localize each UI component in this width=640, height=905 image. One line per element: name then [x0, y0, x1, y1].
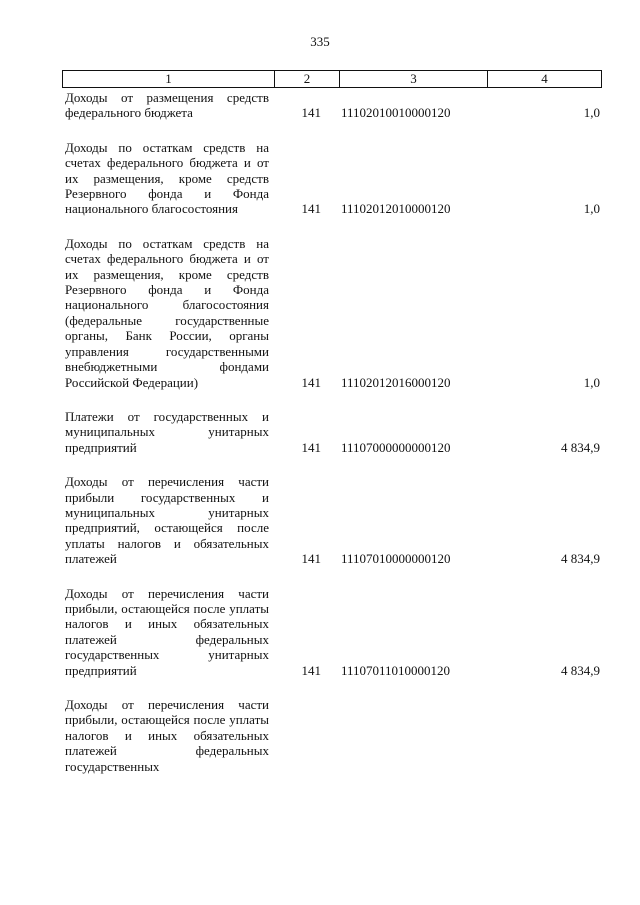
- row-amount: 4 834,9: [561, 551, 600, 567]
- row-description: Доходы по остаткам средств на счетах федерального бюджета и от их размещения, кроме средств Резервного фонда и Фонда национального благосостояния: [65, 139, 269, 217]
- column-header-2: 2: [275, 71, 340, 87]
- row-classification-code: 11107011010000120: [341, 662, 451, 678]
- row-description: Доходы от перечисления части прибыли, остающейся после уплаты налогов и иных обязательных платежей федеральных государственных унитарных предприятий: [65, 585, 269, 678]
- column-header-1: 1: [63, 71, 275, 87]
- row-admin-code: 141: [301, 551, 321, 567]
- row-description: Доходы по остаткам средств на счетах федерального бюджета и от их размещения, кроме средств Резервного фонда и Фонда национального благосостояния (федеральные государственные органы, Банк России, органы управления государственными внебюджетными фондами Российской Федерации): [65, 235, 269, 390]
- row-classification-code: 11107000000000120: [341, 439, 451, 455]
- row-classification-code: 11102012016000120: [341, 374, 451, 390]
- row-amount: 4 834,9: [561, 662, 600, 678]
- budget-table-body: [62, 90, 602, 793]
- column-header-4: 4: [541, 71, 548, 86]
- row-amount: 4 834,9: [561, 439, 600, 455]
- row-classification-code: 11102012010000120: [341, 201, 451, 217]
- row-amount: 1,0: [583, 374, 600, 390]
- row-description: Доходы от перечисления части прибыли, остающейся после уплаты налогов и иных обязательных платежей федеральных государственных: [65, 697, 269, 774]
- row-admin-code: 141: [301, 105, 321, 121]
- table-column-header: [62, 70, 602, 88]
- row-description: Доходы от размещения средств федерального бюджета: [65, 90, 269, 121]
- table-row: [62, 586, 602, 678]
- row-admin-code: 141: [301, 374, 321, 390]
- row-classification-code: 11102010010000120: [341, 105, 451, 121]
- row-amount: 1,0: [583, 105, 600, 121]
- row-amount: 1,0: [583, 201, 600, 217]
- table-row: [62, 90, 602, 121]
- table-row: [62, 140, 602, 217]
- table-row: [62, 236, 602, 390]
- row-description: Доходы от перечисления части прибыли государственных и муниципальных унитарных предприятий, остающейся после уплаты налогов и обязательных платежей: [65, 474, 269, 567]
- table-row: [62, 474, 602, 566]
- row-admin-code: 141: [301, 662, 321, 678]
- column-header-3: 3: [340, 71, 488, 87]
- row-admin-code: 141: [301, 201, 321, 217]
- row-admin-code: 141: [301, 439, 321, 455]
- row-description: Платежи от государственных и муниципальных унитарных предприятий: [65, 408, 269, 455]
- table-row: [62, 409, 602, 455]
- page-number: 335: [310, 34, 330, 49]
- row-classification-code: 11107010000000120: [341, 551, 451, 567]
- table-row: [62, 697, 602, 774]
